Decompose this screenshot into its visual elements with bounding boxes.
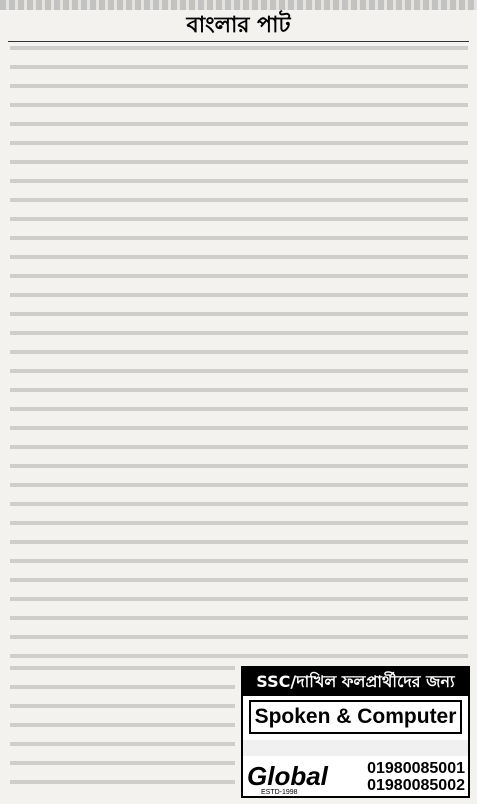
ad-phone-1: 01980085001 (367, 760, 465, 777)
headline-divider (8, 41, 469, 42)
article-body-text-continued (10, 666, 235, 798)
ad-phone-2: 01980085002 (367, 777, 465, 794)
ad-title: Spoken & Computer (249, 700, 462, 734)
ad-phone-numbers (345, 760, 465, 796)
ad-estd-label: ESTD-1998 (261, 789, 298, 796)
ad-brand-logo: Global (247, 761, 328, 791)
article-headline: বাংলার পাট (186, 12, 291, 38)
article-body-text (10, 46, 468, 666)
advertisement (241, 666, 470, 798)
ad-headline: SSC/দাখিল ফলপ্রার্থীদের জন্য (243, 668, 468, 696)
ad-subline (243, 740, 468, 756)
top-margin-strip (0, 0, 477, 10)
